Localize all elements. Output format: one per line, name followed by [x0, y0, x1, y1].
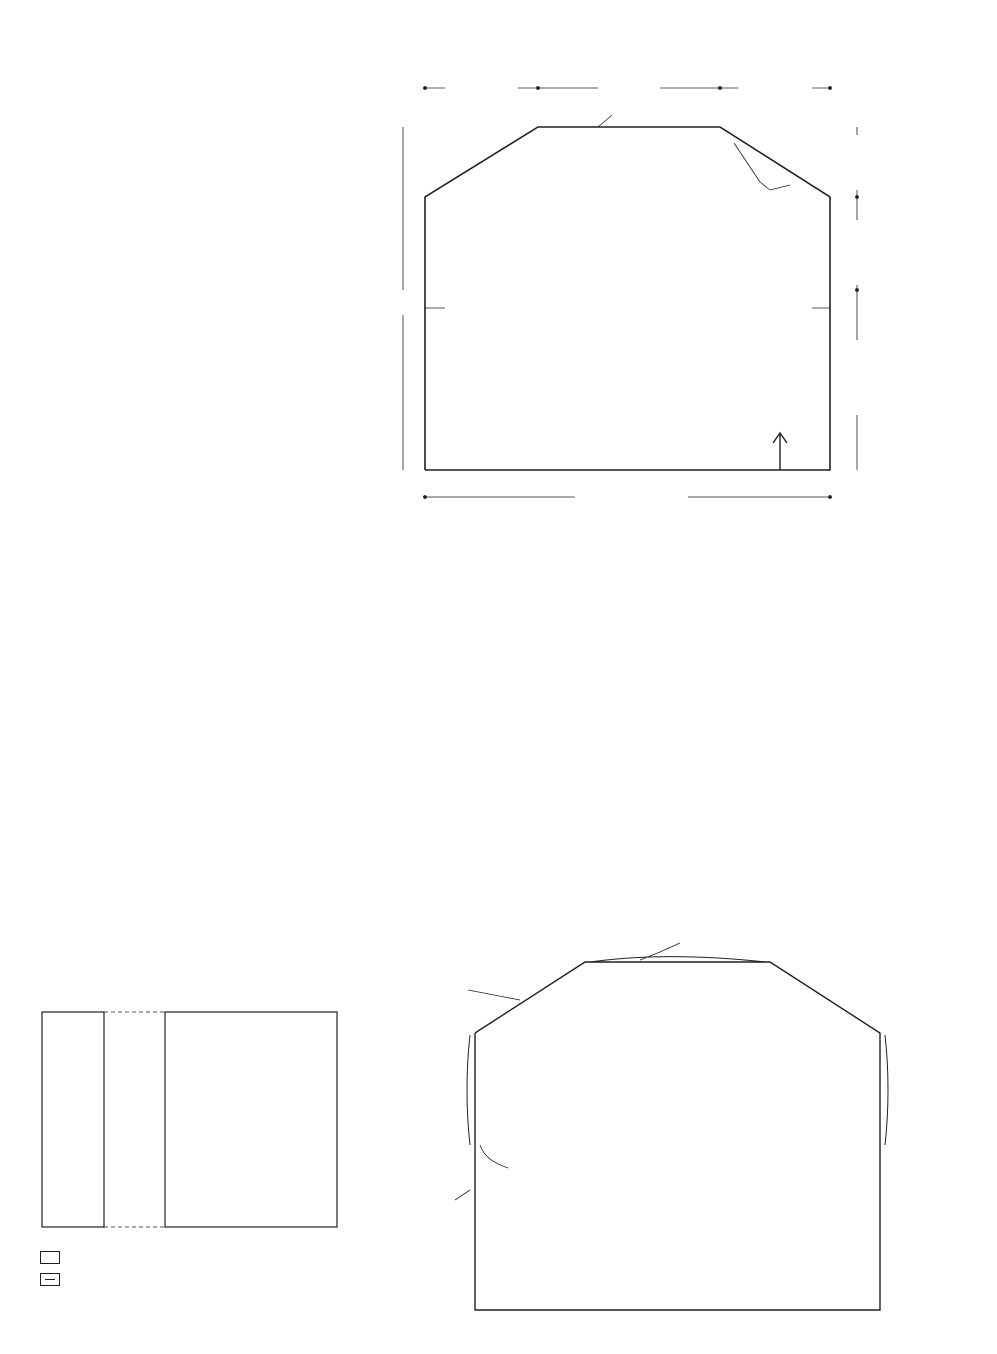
assembly-leaders — [455, 943, 680, 1200]
knit-symbol-icon — [40, 1251, 60, 1264]
stitch-chart — [42, 1012, 337, 1227]
purl-symbol-icon — [40, 1273, 60, 1286]
body-schematic — [425, 127, 830, 470]
dimension-lines — [403, 87, 859, 499]
body-outline — [425, 127, 830, 470]
assembly-outline — [467, 957, 888, 1310]
legend-purl — [40, 1272, 64, 1286]
legend-knit — [40, 1250, 64, 1264]
